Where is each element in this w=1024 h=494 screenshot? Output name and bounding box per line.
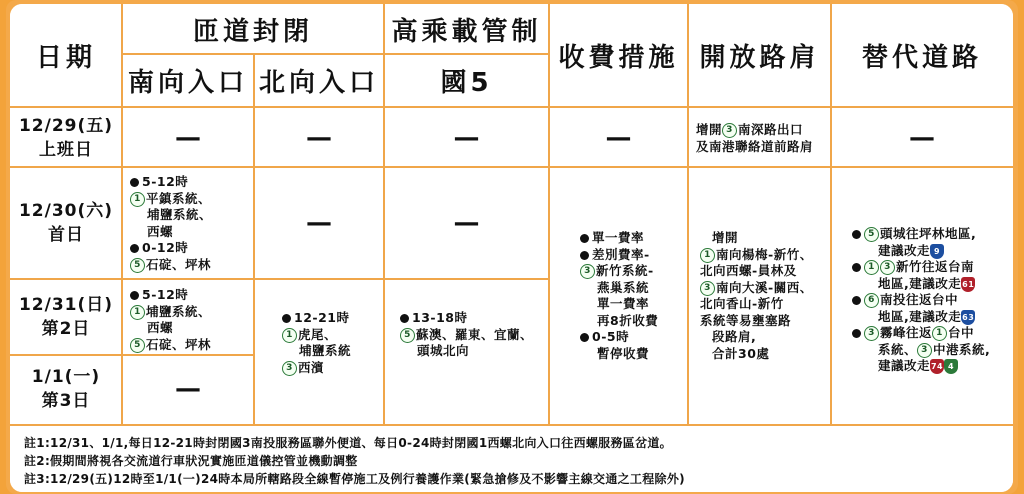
date-row-1-date: 12/29(五): [18, 115, 114, 136]
alt-l7a: 霧峰往返: [880, 325, 933, 340]
bullet-icon: [580, 251, 589, 260]
shoulder-l7: 合計30處: [712, 345, 770, 361]
grid-line: [253, 54, 255, 424]
header-shoulder: 開放路肩: [688, 4, 831, 106]
date-row-2: [10, 167, 122, 279]
grid-line: [548, 4, 550, 424]
r3-south-l2: 西螺: [147, 320, 174, 335]
header-date: 日期: [10, 4, 122, 106]
shoulder-l5: 系統等易壅塞路: [700, 312, 792, 328]
freeway-shield-icon: 3: [917, 343, 932, 358]
shoulder-l2: 北向西螺-員林及: [700, 263, 797, 278]
alt-r2: [852, 226, 1012, 375]
shoulder-l0: 增開: [712, 230, 739, 245]
date-row-4: [10, 355, 122, 423]
alt-l6: 地區,建議改走: [878, 308, 962, 324]
shoulder-l3: 南向大溪-關西、: [716, 279, 813, 295]
provincial-highway-icon: 4: [944, 359, 958, 374]
holiday-traffic-table: [10, 4, 1013, 492]
north-r34-l3: 西濱: [298, 359, 325, 375]
freeway-shield-icon: 1: [130, 305, 145, 320]
alt-l8a: 系統、: [878, 341, 918, 357]
grid-line: [121, 4, 123, 424]
freeway-shield-icon: 3: [880, 260, 895, 275]
r1-south-dash: —: [175, 122, 201, 153]
r4-south-dash: —: [175, 374, 201, 404]
bullet-icon: [282, 314, 291, 323]
r1-shoulder-text-b: 南深路出口: [738, 122, 804, 137]
grid-line: [10, 278, 549, 280]
freeway-shield-icon: 5: [864, 227, 879, 242]
r1-shoulder-text-a: 增開: [696, 122, 723, 137]
freeway-shield-icon: 1: [932, 326, 947, 341]
grid-line: [687, 4, 689, 424]
bullet-icon: [580, 234, 589, 243]
hov-r34-l1: 蘇澳、羅東、宜蘭、: [416, 326, 534, 342]
r3-south: [130, 287, 252, 353]
toll-l3: 新竹系統-: [596, 263, 654, 278]
r1-shoulder-text-c: 及南港聯絡道前路肩: [696, 138, 814, 154]
bullet-icon: [852, 263, 861, 272]
alt-l7b: 台中: [948, 325, 975, 340]
r2-south-l1: 平鎮系統、: [146, 190, 212, 206]
footnote-1: 註1:12/31、1/1,每日12-21時封閉國3南投服務區聯外便道、每日0-24時封閉國1西螺北向入口往西螺服務區岔道。: [24, 436, 672, 450]
date-row-3-label: 第2日: [41, 319, 91, 339]
header-toll: 收費措施: [549, 4, 688, 106]
shoulder-r2: [700, 230, 830, 362]
toll-l8: 暫停收費: [597, 345, 650, 361]
date-row-3: [10, 279, 122, 355]
header-south-entrance: 南向入口: [122, 54, 254, 106]
freeway-shield-icon: 5: [400, 328, 415, 343]
toll-l6: 再8折收費: [597, 312, 659, 328]
date-row-3-date: 12/31(日): [18, 295, 114, 315]
header-hov-road: 國5: [384, 54, 549, 106]
toll-l5: 單一費率: [597, 296, 650, 311]
shoulder-l6: 段路肩,: [712, 329, 757, 344]
r1-alt-dash: —: [909, 122, 935, 153]
header-ramp-closure: 匝道封閉: [122, 4, 384, 54]
alt-l4: 地區,建議改走: [878, 275, 962, 291]
r2-south-time1: 5-12時: [142, 174, 189, 189]
alt-l9: 建議改走: [878, 358, 931, 373]
freeway-shield-icon: 1: [130, 192, 145, 207]
hov-r34-time: 13-18時: [412, 310, 468, 325]
r2-south-time2: 0-12時: [142, 240, 189, 255]
header-alternate: 替代道路: [831, 4, 1013, 106]
hov-r34-l2: 頭城北向: [417, 343, 470, 358]
freeway-shield-icon: 1: [282, 328, 297, 343]
north-r34: [282, 310, 382, 376]
r2-south: [130, 174, 252, 273]
alt-l2: 建議改走: [878, 242, 931, 258]
bullet-icon: [130, 291, 139, 300]
north-r34-l2: 埔鹽系統: [299, 343, 352, 358]
toll-b1: 單一費率: [592, 230, 645, 245]
freeway-shield-icon: 5: [130, 338, 145, 353]
hov-r34: [400, 310, 547, 360]
freeway-shield-icon: 3: [700, 281, 715, 296]
r2-south-l3: 西螺: [147, 223, 174, 239]
shoulder-l4: 北向香山-新竹: [700, 296, 784, 311]
footnote-3: 註3:12/29(五)12時至1/1(一)24時本局所轄路段全線暫停施工及例行養護作業(緊急搶修及不影響主線交通之工程除外): [24, 472, 685, 486]
r1-toll-dash: —: [605, 122, 632, 153]
freeway-shield-icon: 3: [282, 361, 297, 376]
grid-line: [10, 166, 1013, 168]
date-row-2-label: 首日: [48, 225, 84, 245]
bullet-icon: [852, 329, 861, 338]
toll-b3: 0-5時: [592, 329, 630, 344]
r1-north-dash: —: [306, 122, 332, 153]
grid-line: [830, 4, 832, 424]
r3-south-l1: 埔鹽系統、: [146, 303, 212, 319]
alt-l3: 新竹往返台南: [896, 259, 975, 274]
date-row-1-label: 上班日: [39, 139, 93, 160]
freeway-shield-icon: 5: [130, 258, 145, 273]
provincial-highway-icon: 63: [961, 310, 975, 325]
grid-line: [10, 354, 254, 356]
freeway-shield-icon: 6: [864, 293, 879, 308]
alt-l8b: 中港系統,: [933, 341, 991, 357]
date-row-4-date: 1/1(一): [31, 367, 101, 387]
r1-hov-dash: —: [453, 122, 480, 153]
grid-line: [122, 53, 549, 55]
freeway-shield-icon: 1: [864, 260, 879, 275]
freeway-shield-icon: 3: [864, 326, 879, 341]
north-r34-time: 12-21時: [294, 310, 350, 325]
provincial-highway-icon: 61: [961, 277, 975, 292]
bullet-icon: [400, 314, 409, 323]
r2-hov-dash: —: [453, 208, 480, 238]
alt-l1: 頭城往坪林地區,: [880, 226, 977, 241]
grid-line: [10, 106, 1013, 108]
bullet-icon: [580, 333, 589, 342]
header-north-entrance: 北向入口: [254, 54, 384, 106]
footnotes: [10, 424, 1013, 492]
north-r34-l1: 虎尾、: [298, 326, 338, 342]
footnote-2: 註2:假期間將視各交流道行車狀況實施匝道儀控管並機動調整: [24, 454, 358, 468]
alt-l5: 南投往返台中: [880, 292, 959, 307]
provincial-highway-icon: 9: [930, 244, 944, 259]
r3-south-time1: 5-12時: [142, 287, 189, 302]
freeway-shield-icon: 3: [722, 123, 737, 138]
bullet-icon: [852, 230, 861, 239]
r1-shoulder: [696, 122, 831, 162]
provincial-highway-icon: 74: [930, 359, 944, 374]
toll-b2: 差別費率-: [592, 246, 650, 262]
header-hov: 高乘載管制: [384, 4, 549, 54]
toll-r2: [580, 230, 686, 362]
r2-south-l4: 石碇、坪林: [146, 256, 212, 272]
r2-south-l2: 埔鹽系統、: [147, 207, 213, 222]
r2-north-dash: —: [306, 208, 332, 238]
date-row-1: [10, 108, 122, 167]
date-row-2-date: 12/30(六): [18, 201, 114, 221]
toll-l4: 燕巢系統: [597, 279, 650, 295]
bullet-icon: [130, 244, 139, 253]
r3-south-l3: 石碇、坪林: [146, 336, 212, 352]
grid-line: [383, 4, 385, 424]
freeway-shield-icon: 3: [580, 264, 595, 279]
shoulder-l1: 南向楊梅-新竹、: [716, 246, 813, 262]
bullet-icon: [852, 296, 861, 305]
freeway-shield-icon: 1: [700, 248, 715, 263]
date-row-4-label: 第3日: [41, 391, 91, 411]
bullet-icon: [130, 178, 139, 187]
